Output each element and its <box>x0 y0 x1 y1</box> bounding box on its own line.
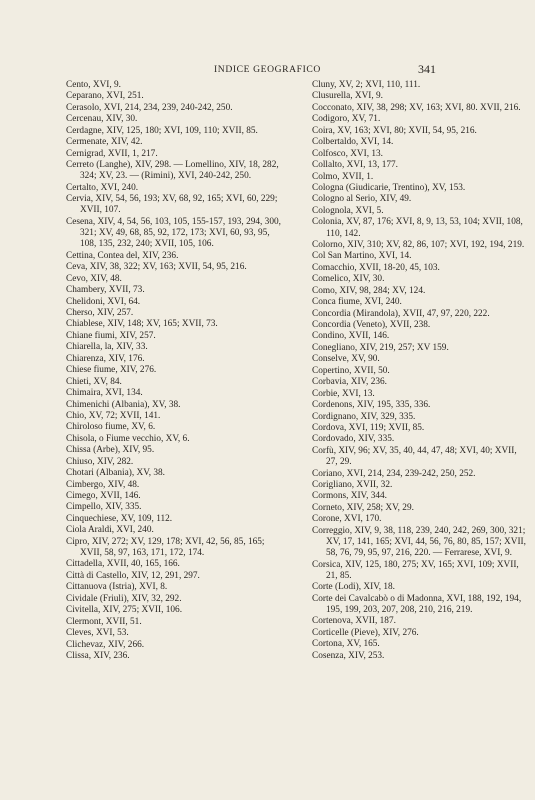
index-entry: Cesena, XIV, 4, 54, 56, 103, 105, 155-157, 193, 294, 300, 321; XV, 49, 68, 85, 92, 172, 173; XVI, 60, 93, 95, 108, 135, 232, 240; XVII, 105, 106. <box>66 216 281 250</box>
index-entry: Chambery, XVII, 73. <box>66 285 145 296</box>
index-entry: Chiese fiume, XIV, 276. <box>66 365 157 376</box>
index-entry: Corticelle (Pieve), XIV, 276. <box>312 627 419 638</box>
index-entry: Cimbergo, XIV, 48. <box>66 479 140 490</box>
index-entry: Chiane fiumi, XIV, 257. <box>66 330 156 341</box>
index-entry: Corone, XVI, 170. <box>312 514 382 525</box>
index-entry: Corte dei Cavalcabò o di Madonna, XVI, 188, 192, 194, 195, 199, 203, 207, 208, 210, 216, 219. <box>312 593 522 615</box>
index-entry: Chelidoni, XVI, 64. <box>66 296 141 307</box>
index-entry: Cordovado, XIV, 335. <box>312 434 395 445</box>
index-entry: Condino, XVII, 146. <box>312 331 390 342</box>
index-entry: Cluny, XV, 2; XVI, 110, 111. <box>312 80 421 90</box>
index-entry: Correggio, XIV, 9, 38, 118, 239, 240, 242, 269, 300, 321; XV, 17, 141, 165; XVI, 44, 56, 76, 80, 85, 157; XVII, 58, 76, 79, 95, 97, 216, 220. — Ferrarese, XVI, 9. <box>312 525 526 559</box>
index-entry: Colbertaldo, XVI, 14. <box>312 137 394 148</box>
index-entry: Cosenza, XIV, 253. <box>312 650 385 661</box>
index-entry: Cormons, XIV, 344. <box>312 491 387 502</box>
index-entry: Clissa, XIV, 236. <box>66 650 130 661</box>
page-header <box>0 62 535 78</box>
index-entry: Como, XIV, 98, 284; XV, 124. <box>312 285 426 296</box>
index-entry: Chimenichi (Albania), XV, 38. <box>66 399 181 410</box>
index-entry: Ceparano, XVI, 251. <box>66 91 144 102</box>
index-entry: Ceva, XIV, 38, 322; XV, 163; XVII, 54, 95, 216. <box>66 262 247 273</box>
index-entry: Cerasolo, XVI, 214, 234, 239, 240-242, 250. <box>66 102 233 113</box>
index-entry: Clermont, XVII, 51. <box>66 616 142 627</box>
index-entry: Corbavia, XIV, 236. <box>312 377 387 388</box>
index-entry: Cortenova, XVII, 187. <box>312 616 396 627</box>
index-entry: Chisola, o Fiume vecchio, XV, 6. <box>66 433 190 444</box>
index-entry: Codigoro, XV, 71. <box>312 114 381 125</box>
index-entry: Copertino, XVII, 50. <box>312 365 390 376</box>
index-entry: Cordenons, XIV, 195, 335, 336. <box>312 400 431 411</box>
index-entry: Chiablese, XIV, 148; XV, 165; XVII, 73. <box>66 319 218 330</box>
index-entry: Cordignano, XIV, 329, 335. <box>312 411 416 422</box>
index-column-right <box>312 80 530 662</box>
index-entry: Colonia, XV, 87, 176; XVI, 8, 9, 13, 53, 104; XVII, 108, 110, 142. <box>312 217 523 239</box>
index-entry: Cividale (Friuli), XIV, 32, 292. <box>66 593 182 604</box>
index-entry: Concordia (Mirandola), XVII, 47, 97, 220, 222. <box>312 308 490 319</box>
index-entry: Città di Castello, XIV, 12, 291, 297. <box>66 570 200 581</box>
index-entry: Cercenau, XIV, 30. <box>66 114 138 125</box>
index-entry: Chissa (Arbe), XIV, 95. <box>66 445 155 456</box>
index-entry: Chiarella, la, XIV, 33. <box>66 342 148 353</box>
index-entry: Certalto, XVI, 240. <box>66 182 139 193</box>
index-entry: Cittanuova (Istria), XVI, 8. <box>66 582 168 593</box>
index-entry: Cologno al Serio, XIV, 49. <box>312 194 412 205</box>
index-entry: Cevo, XIV, 48. <box>66 273 122 284</box>
index-entry: Cento, XVI, 9. <box>66 80 122 90</box>
index-entry: Colmo, XVII, 1. <box>312 171 374 182</box>
index-entry: Coriano, XVI, 214, 234, 239-242, 250, 252. <box>312 468 476 479</box>
index-entry: Conca fiume, XVI, 240. <box>312 297 402 308</box>
index-entry: Cerdagne, XIV, 125, 180; XVI, 109, 110; XVII, 85. <box>66 125 258 136</box>
index-entry: Cernigrad, XVII, 1, 217. <box>66 148 158 159</box>
index-entry: Comacchio, XVII, 18-20, 45, 103. <box>312 262 440 273</box>
index-entry: Cittadella, XVII, 40, 165, 166. <box>66 559 180 570</box>
index-entry: Concordia (Veneto), XVII, 238. <box>312 320 431 330</box>
index-entry: Corsica, XIV, 125, 180, 275; XV, 165; XVI, 109; XVII, 21, 85. <box>312 559 519 581</box>
index-entry: Clichevaz, XIV, 266. <box>66 639 145 650</box>
index-column-left <box>66 80 281 662</box>
index-entry: Cimego, XVII, 146. <box>66 491 141 501</box>
page-number: 341 <box>418 62 436 76</box>
running-title: INDICE GEOGRAFICO <box>214 64 321 75</box>
index-entry: Corfù, XIV, 96; XV, 35, 40, 44, 47, 48; XVI, 40; XVII, 27, 29. <box>312 445 517 468</box>
index-entry: Corigliano, XVII, 32. <box>312 479 393 490</box>
index-entry: Clusurella, XVI, 9. <box>312 91 384 102</box>
index-entry: Colorno, XIV, 310; XV, 82, 86, 107; XVI, 192, 194, 219. <box>312 239 525 250</box>
index-entry: Cimpello, XIV, 335. <box>66 502 142 513</box>
index-entry: Corneto, XIV, 258; XV, 29. <box>312 502 414 513</box>
index-entry: Cocconato, XIV, 38, 298; XV, 163; XVI, 80. XVII, 216. <box>312 102 521 113</box>
index-entry: Colognola, XVI, 5. <box>312 205 384 216</box>
index-entry: Cettina, Contea del, XIV, 236. <box>66 250 179 261</box>
index-entry: Conegliano, XIV, 219, 257; XV 159. <box>312 342 449 353</box>
index-entry: Corte (Lodi), XIV, 18. <box>312 582 395 593</box>
index-entry: Chimaira, XVI, 134. <box>66 388 143 399</box>
index-entry: Chotari (Albania), XV, 38. <box>66 468 165 479</box>
index-entry: Cinquechiese, XV, 109, 112. <box>66 513 173 524</box>
index-entry: Chio, XV, 72; XVII, 141. <box>66 410 161 421</box>
index-entry: Collalto, XVI, 13, 177. <box>312 160 398 171</box>
index-entry: Corbie, XVI, 13. <box>312 388 375 399</box>
index-entry: Cipro, XIV, 272; XV, 129, 178; XVI, 42, 56, 85, 165; XVII, 58, 97, 163, 171, 172, 174. <box>66 536 265 558</box>
index-entry: Cologna (Giudicarie, Trentino), XV, 153. <box>312 182 466 193</box>
index-entry: Ciola Araldi, XVI, 240. <box>66 525 154 536</box>
index-entry: Cordova, XVI, 119; XVII, 85. <box>312 422 425 433</box>
index-entry: Chiuso, XIV, 282. <box>66 456 134 467</box>
index-entry: Chiroloso fiume, XV, 6. <box>66 422 156 433</box>
index-entry: Col San Martino, XVI, 14. <box>312 251 412 262</box>
index-entry: Cermenate, XIV, 42. <box>66 137 143 148</box>
index-entry: Conselve, XV, 90. <box>312 354 380 365</box>
index-entry: Comelico, XIV, 30. <box>312 274 385 285</box>
index-entry: Chiarenza, XIV, 176. <box>66 353 145 364</box>
index-entry: Cervia, XIV, 54, 56, 193; XV, 68, 92, 165; XVI, 60, 229; XVII, 107. <box>66 194 278 216</box>
index-entry: Chieti, XV, 84. <box>66 376 122 387</box>
index-entry: Coira, XV, 163; XVI, 80; XVII, 54, 95, 216. <box>312 125 477 136</box>
index-entry: Cherso, XIV, 257. <box>66 308 134 318</box>
index-entry: Cleves, XVI, 53. <box>66 628 129 639</box>
index-entry: Cerreto (Langhe), XIV, 298. — Lomellino, XIV, 18, 282, 324; XV, 23. — (Rimini), XVI, 240-242, 250. <box>66 160 279 182</box>
index-entry: Cortona, XV, 165. <box>312 639 380 650</box>
index-entry: Civitella, XIV, 275; XVII, 106. <box>66 605 183 616</box>
index-entry: Colfosco, XVI, 13. <box>312 148 384 159</box>
